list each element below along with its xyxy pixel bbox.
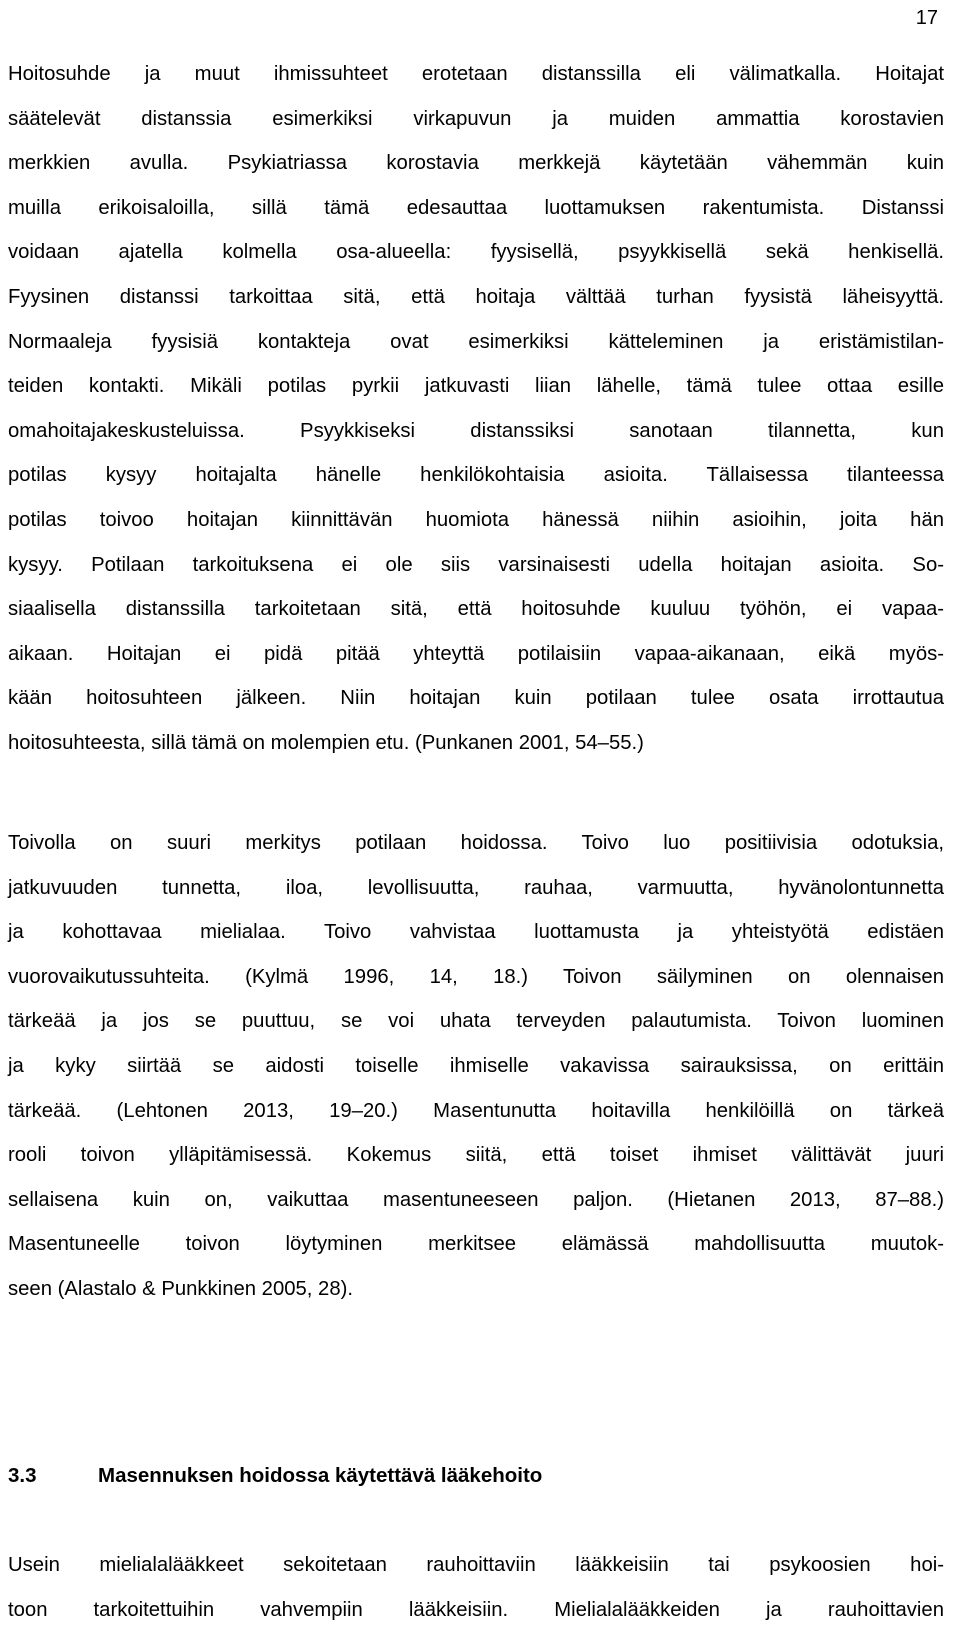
text-line: toon tarkoitettuihin vahvempiin lääkkeisiin. Mielialalääkkeiden ja rauhoittavien bbox=[8, 1598, 944, 1621]
section-heading bbox=[8, 1462, 542, 1490]
text-line: vuorovaikutussuhteita. (Kylmä 1996, 14, 18.) Toivon säilyminen on olennaisen bbox=[8, 965, 944, 988]
text-line: siaalisella distanssilla tarkoitetaan sitä, että hoitosuhde kuuluu työhön, ei vapaa- bbox=[8, 598, 944, 621]
text-line: Toivolla on suuri merkitys potilaan hoidossa. Toivo luo positiivisia odotuksia, bbox=[8, 832, 944, 854]
text-line: tärkeää ja jos se puuttuu, se voi uhata terveyden palautumista. Toivon luominen bbox=[8, 1010, 944, 1033]
text-line: Fyysinen distanssi tarkoittaa sitä, että hoitaja välttää turhan fyysistä läheisyyttä. bbox=[8, 285, 944, 308]
text-line: tärkeää. (Lehtonen 2013, 19–20.) Masentunutta hoitavilla henkilöillä on tärkeä bbox=[8, 1099, 944, 1122]
paragraph-medication bbox=[8, 1551, 944, 1640]
section-number: 3.3 bbox=[8, 1464, 37, 1487]
text-line: ja kyky siirtää se aidosti toiselle ihmiselle vakavissa sairauksissa, on erittäin bbox=[8, 1054, 944, 1077]
text-line: jatkuvuuden tunnetta, iloa, levollisuutta, rauhaa, varmuutta, hyvänolontunnetta bbox=[8, 876, 944, 899]
text-line: omahoitajakeskusteluissa. Psyykkiseksi distanssiksi sanotaan tilannetta, kun bbox=[8, 419, 944, 442]
text-line: ja kohottavaa mielialaa. Toivo vahvistaa luottamusta ja yhteistyötä edistäen bbox=[8, 921, 944, 944]
page-number: 17 bbox=[915, 7, 938, 29]
text-line: kään hoitosuhteen jälkeen. Niin hoitajan kuin potilaan tulee osata irrottautua bbox=[8, 687, 944, 710]
text-line: Normaaleja fyysisiä kontakteja ovat esimerkiksi kätteleminen ja eristämistilan- bbox=[8, 330, 944, 353]
text-line: Usein mielialalääkkeet sekoitetaan rauhoittaviin lääkkeisiin tai psykoosien hoi- bbox=[8, 1554, 944, 1576]
text-line: potilas toivoo hoitajan kiinnittävän huomiota hänessä niihin asioihin, joita hän bbox=[8, 508, 944, 531]
text-line: aikaan. Hoitajan ei pidä pitää yhteyttä potilaisiin vapaa-aikanaan, eikä myös- bbox=[8, 642, 944, 665]
text-line: säätelevät distanssia esimerkiksi virkapuvun ja muiden ammattia korostavien bbox=[8, 107, 944, 130]
text-line: kysyy. Potilaan tarkoituksena ei ole siis varsinaisesti udella hoitajan asioita. So- bbox=[8, 553, 944, 576]
section-title: Masennuksen hoidossa käytettävä lääkehoito bbox=[98, 1464, 543, 1487]
text-line: Masentuneelle toivon löytyminen merkitsee elämässä mahdollisuutta muutok- bbox=[8, 1233, 944, 1256]
paragraph-distance bbox=[8, 60, 944, 774]
text-line: Hoitosuhde ja muut ihmissuhteet erotetaan distanssilla eli välimatkalla. Hoitajat bbox=[8, 63, 944, 85]
text-line: rooli toivon ylläpitämisessä. Kokemus siitä, että toiset ihmiset välittävät juuri bbox=[8, 1144, 944, 1167]
text-line: muilla erikoisaloilla, sillä tämä edesauttaa luottamuksen rakentumista. Distanssi bbox=[8, 196, 944, 219]
paragraph-hope bbox=[8, 829, 944, 1320]
text-line: voidaan ajatella kolmella osa-alueella: fyysisellä, psyykkisellä sekä henkisellä. bbox=[8, 241, 944, 264]
text-line: merkkien avulla. Psykiatriassa korostavia merkkejä käytetään vähemmän kuin bbox=[8, 152, 944, 175]
text-line: teiden kontakti. Mikäli potilas pyrkii jatkuvasti liian lähelle, tämä tulee ottaa esille bbox=[8, 375, 944, 398]
text-line: potilas kysyy hoitajalta hänelle henkilökohtaisia asioita. Tällaisessa tilanteessa bbox=[8, 464, 944, 487]
text-line: sellaisena kuin on, vaikuttaa masentuneeseen paljon. (Hietanen 2013, 87–88.) bbox=[8, 1188, 944, 1211]
text-line: hoitosuhteesta, sillä tämä on molempien etu. (Punkanen 2001, 54–55.) bbox=[8, 731, 644, 754]
text-line: seen (Alastalo & Punkkinen 2005, 28). bbox=[8, 1277, 353, 1300]
